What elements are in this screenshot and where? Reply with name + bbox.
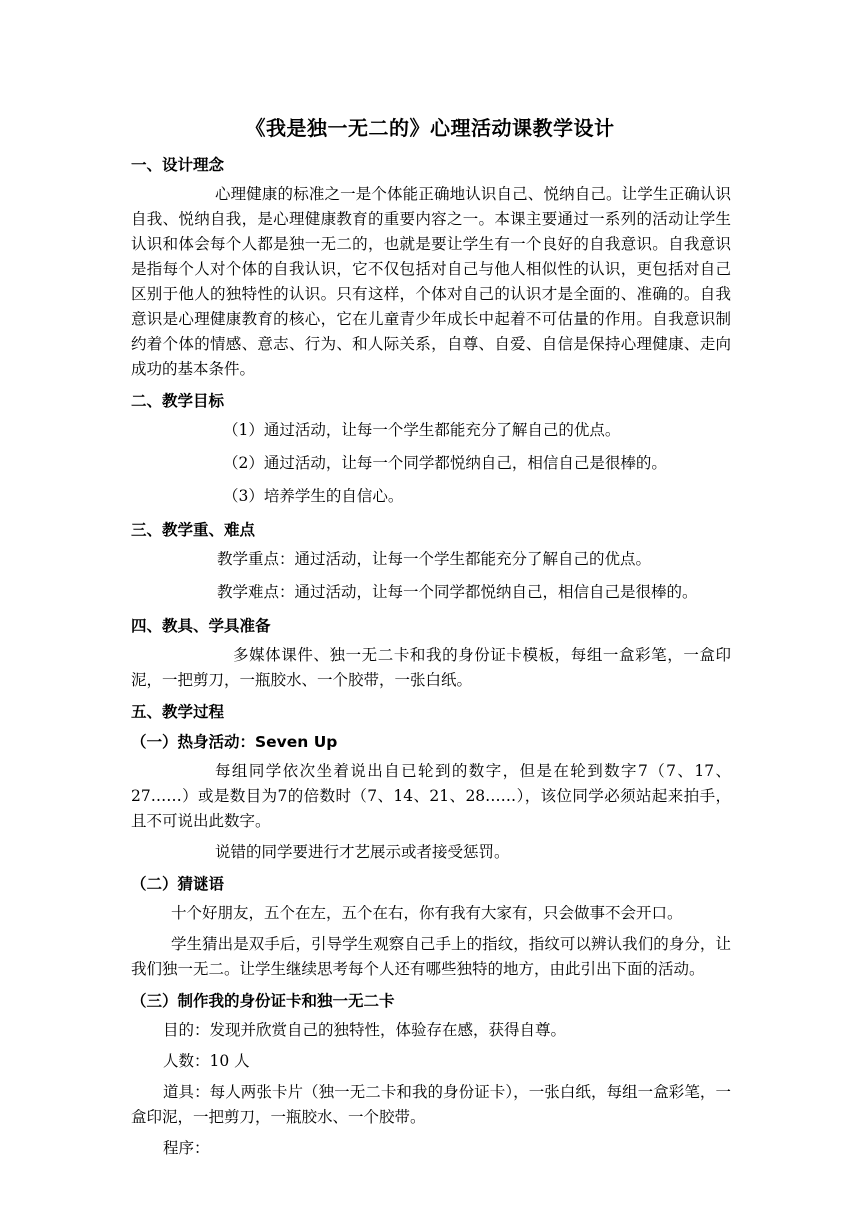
subsection-heading-warmup: （一）热身活动：Seven Up	[131, 733, 338, 751]
warmup-paragraph-2: 说错的同学要进行才艺展示或者接受惩罚。	[215, 843, 510, 861]
id-card-procedure: 程序：	[163, 1139, 210, 1157]
key-point-text: 教学重点：通过活动，让每一个学生都能充分了解自己的优点。	[217, 550, 652, 568]
difficult-point-text: 教学难点：通过活动，让每一个同学都悦纳自己，相信自己是很棒的。	[217, 583, 698, 601]
goal-item-3: （3）培养学生的自信心。	[223, 487, 404, 505]
document-body	[131, 152, 731, 1167]
section-heading-teaching-process: 五、教学过程	[131, 703, 225, 721]
document-title: 《我是独一无二的》心理活动课教学设计	[245, 116, 615, 140]
section-heading-materials: 四、教具、学具准备	[131, 617, 271, 635]
goal-item-1: （1）通过活动，让每一个学生都能充分了解自己的优点。	[223, 421, 621, 439]
id-card-props: 道具：每人两张卡片（独一无二卡和我的身份证卡），一张白纸，每组一盒彩笔，一盒印泥，一把剪刀，一瓶胶水、一个胶带。	[131, 1083, 731, 1126]
section-heading-teaching-goals: 二、教学目标	[131, 392, 225, 410]
goal-item-2: （2）通过活动，让每一个同学都悦纳自己，相信自己是很棒的。	[223, 454, 667, 472]
section-heading-design-concept: 一、设计理念	[131, 156, 225, 174]
warmup-paragraph-1: 每组同学依次坐着说出自已轮到的数字，但是在轮到数字7（7、17、27……）或是数目为7的倍数时（7、14、21、28……），该位同学必须站起来拍手，且不可说出此数字。	[131, 762, 731, 830]
riddle-paragraph-2: 学生猜出是双手后，引导学生观察自己手上的指纹，指纹可以辨认我们的身分，让我们独一无二。让学生继续思考每个人还有哪些独特的地方，由此引出下面的活动。	[131, 935, 731, 978]
id-card-people: 人数：10 人	[163, 1052, 250, 1070]
subsection-heading-id-card: （三）制作我的身份证卡和独一无二卡	[131, 992, 395, 1010]
section-heading-key-difficult-points: 三、教学重、难点	[131, 521, 256, 539]
materials-paragraph: 多媒体课件、独一无二卡和我的身份证卡模板，每组一盒彩笔，一盒印泥，一把剪刀，一瓶胶水、一个胶带，一张白纸。	[131, 646, 731, 689]
subsection-heading-riddle: （二）猜谜语	[131, 875, 225, 893]
design-concept-paragraph: 心理健康的标准之一是个体能正确地认识自己、悦纳自己。让学生正确认识自我、悦纳自我，是心理健康教育的重要内容之一。本课主要通过一系列的活动让学生认识和体会每个人都是独一无二的，也就是要让学生有一个良好的自我意识。自我意识是指每个人对个体的自我认识，它不仅包括对自己与他人相似性的认识，更包括对自己区别于他人的独特性的认识。只有这样，个体对自己的认识才是全面的、准确的。自我意识是心理健康教育的核心，它在儿童青少年成长中起着不可估量的作用。自我意识制约着个体的情感、意志、行为、和人际关系，自尊、自爱、自信是保持心理健康、走向成功的基本条件。	[131, 185, 731, 378]
riddle-paragraph-1: 十个好朋友，五个在左，五个在右，你有我有大家有，只会做事不会开口。	[171, 904, 683, 922]
id-card-purpose: 目的：发现并欣赏自己的独特性，体验存在感，获得自尊。	[163, 1021, 567, 1039]
